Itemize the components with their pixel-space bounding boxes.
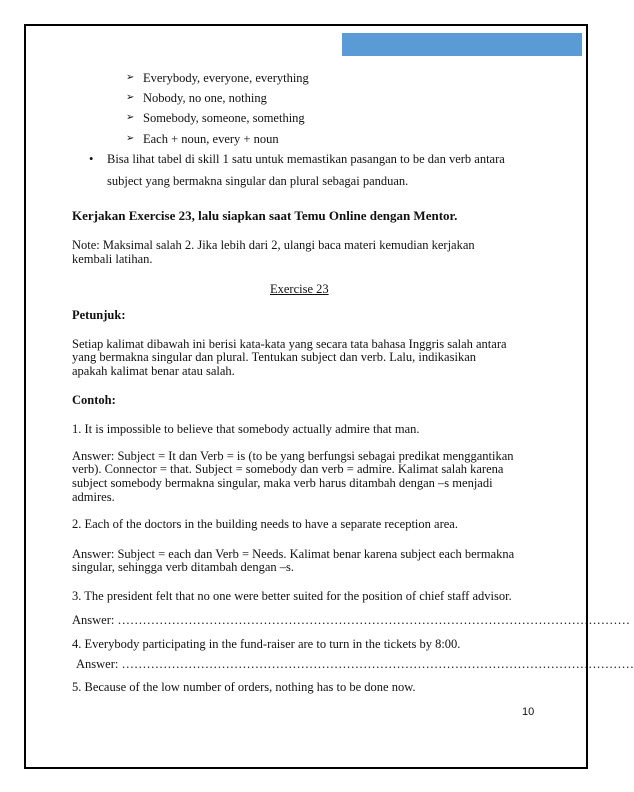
petunjuk-label: Petunjuk: [72,308,126,322]
sub-bullet: Nobody, no one, nothing [143,91,267,105]
petunjuk-text: Setiap kalimat dibawah ini berisi kata-kata yang secara tata bahasa Inggris salah antara [72,337,507,351]
note-text: kembali latihan. [72,252,153,266]
sub-bullet: Somebody, someone, something [143,111,305,125]
arrow-bullet-icon: ➢ [126,112,135,123]
arrow-bullet-icon: ➢ [126,92,135,103]
answer-1: subject somebody bermakna singular, maka verb harus ditambah dengan –s menjadi [72,476,493,490]
question-3: 3. The president felt that no one were better suited for the position of chief staff advisor. [72,589,512,603]
answer-1: verb). Connector = that. Subject = somebody dan verb = admire. Kalimat salah karena [72,462,504,476]
sub-bullet: Everybody, everyone, everything [143,71,309,85]
question-1: 1. It is impossible to believe that somebody actually admire that man. [72,422,420,436]
page-number: 10 [522,706,535,718]
answer-1: admires. [72,490,115,504]
note-text: Note: Maksimal salah 2. Jika lebih dari 2, ulangi baca materi kemudian kerjakan [72,238,475,252]
exercise-title: Exercise 23 [270,282,329,296]
question-4: 4. Everybody participating in the fund-raiser are to turn in the tickets by 8:00. [72,637,461,651]
answer-2: Answer: Subject = each dan Verb = Needs. Kalimat benar karena subject each bermakna [72,547,515,561]
arrow-bullet-icon: ➢ [126,133,135,144]
petunjuk-text: apakah kalimat benar atau salah. [72,364,235,378]
sub-bullet: Each + noun, every + noun [143,132,279,146]
bullet-text: subject yang bermakna singular dan plural sebagai panduan. [107,174,409,188]
answer-4-blank: Answer: …………………………………………………………………………………………………………… [76,657,634,671]
arrow-bullet-icon: ➢ [126,72,135,83]
answer-1: Answer: Subject = It dan Verb = is (to be yang berfungsi sebagai predikat menggantikan [72,449,514,463]
bullet-dot-icon: • [89,152,94,166]
question-5: 5. Because of the low number of orders, nothing has to be done now. [72,680,416,694]
question-2: 2. Each of the doctors in the building needs to have a separate reception area. [72,517,458,531]
contoh-label: Contoh: [72,393,116,407]
answer-3-blank: Answer: …………………………………………………………………………………………………………… [72,613,630,627]
petunjuk-text: yang bermakna singular dan plural. Tentukan subject dan verb. Lalu, indikasikan [72,350,476,364]
instruction-heading: Kerjakan Exercise 23, lalu siapkan saat Temu Online dengan Mentor. [72,208,458,223]
header-bar [342,33,582,56]
bullet-text: Bisa lihat tabel di skill 1 satu untuk memastikan pasangan to be dan verb antara [107,152,505,166]
answer-2: singular, sehingga verb ditambah dengan –s. [72,560,295,574]
